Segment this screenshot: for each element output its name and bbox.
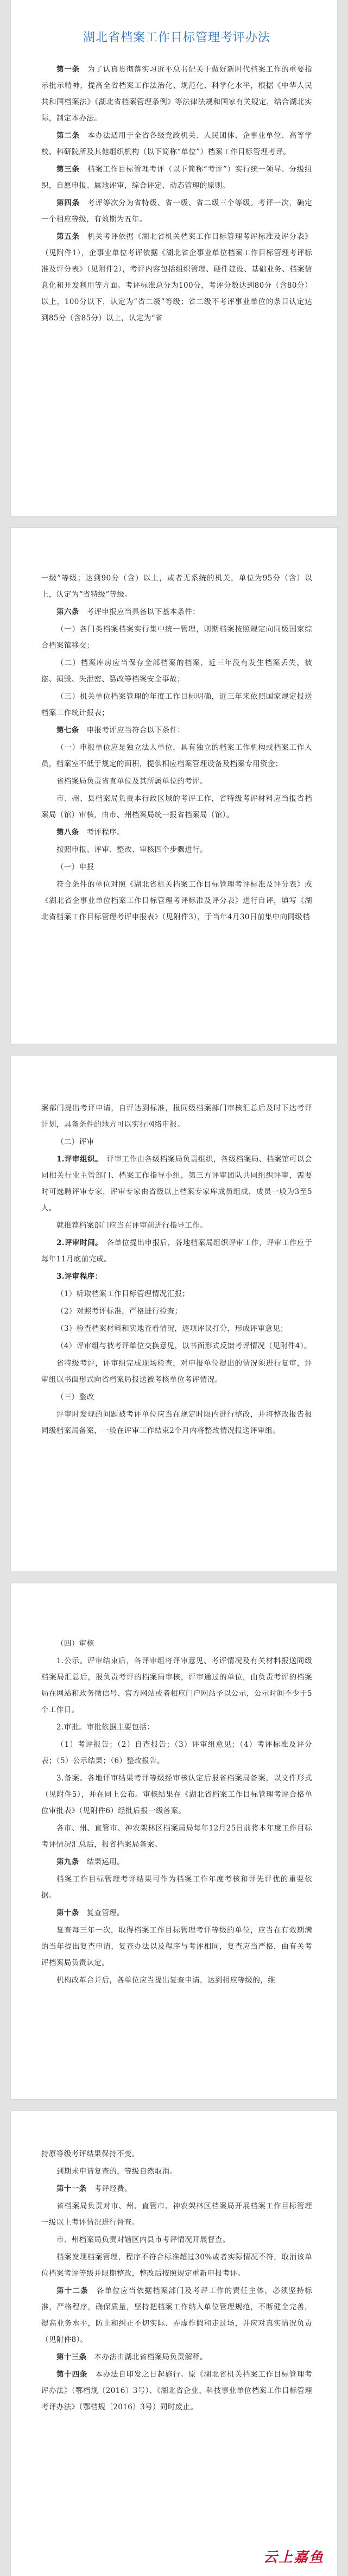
paragraph — [41, 1286, 312, 1302]
article-number: 第十三条 — [56, 2353, 87, 2362]
paragraph-text: 考评程序。 — [86, 828, 125, 837]
paragraph — [41, 1653, 312, 1718]
paragraph-text: 持原等级考评结果保持不变。 — [41, 2150, 140, 2158]
article-number: 第八条 — [56, 828, 79, 837]
paragraph-text: 1.公示。评审结束后，各评审组将评审意见、考评情况及有关材料报送同级档案局汇总后，报负责考评的档案局审核，评审通过的单位，由负责考评的档案局在网站和政务微信号、官方网站或者相应门户网站予以公示，公示时间不少于5个工作日。 — [41, 1657, 312, 1714]
paragraph-text: 考评等次分为省特级、省一级、省二级三个等级。考评一次，确定一个相应等级，有效期为五年。 — [41, 199, 313, 224]
paragraph — [41, 1922, 312, 1971]
paragraph — [41, 1871, 312, 1904]
paragraph-text: 2.审批。审批依据主要包括： — [56, 1723, 155, 1732]
article-number: 第四条 — [56, 199, 80, 207]
paragraph-text: （二）档案库房应当保存全部档案的档案，近三年没有发生档案丢失、被盗、损毁、失泄密、篡改等档案安全事故； — [41, 659, 312, 684]
document-page-2 — [11, 528, 337, 1044]
paragraph-text: 为了认真贯彻落实习近平总书记关于做好新时代档案工作的重要指示批示精神，提高全省档案工作法治化、规范化、科学化水平，根据《中华人民共和国档案法》《湖北省档案管理条例》等法律法规和国家有关规定，结合湖北实际，制定本办法。 — [41, 65, 313, 123]
paragraph-text: 各市、州、直管市、神农架林区档案局局每年12月25日前将本年度工作目标考评情况汇总后，报省档案局备案。 — [41, 1824, 312, 1849]
paragraph-text: 3.备案。各地评审结果考评等级经审核认定后报省档案局备案，以文件形式（见附件5），并在同上公布。审核结果在《湖北省档案工作目标管理考评合格单位审批表》（见附件6）经批后报一级备案。 — [41, 1774, 312, 1815]
article-number: 第十二条 — [56, 2287, 88, 2295]
paragraph-text: 案部门提出考评申请，自评达到标准，报同级档案部门审核汇总后及时下达考评计划，具备条件的地方可以实行网络申报。 — [41, 1104, 312, 1129]
paragraph-text: 省档案局负责省直单位及其所属单位的考评。 — [56, 777, 207, 786]
paragraph-text: 本办法适用于全省各级党政机关、人民团体、企事业单位、高等学校、科研院所及其他组织机构（以下简称“单位”）档案工作目标管理考评。 — [41, 131, 313, 156]
paragraph-text: （三）整改 — [56, 1393, 94, 1401]
paragraph-text: 申报考评应当符合以下条件： — [86, 726, 185, 735]
paragraph — [41, 842, 312, 858]
paragraph — [41, 1303, 312, 1319]
paragraph — [41, 1338, 312, 1354]
article-number: 第九条 — [56, 1858, 79, 1866]
page-body — [41, 570, 312, 925]
article-number: 第七条 — [56, 726, 79, 735]
article-number: 第十一条 — [56, 2184, 87, 2193]
paragraph — [41, 2366, 312, 2415]
paragraph — [41, 2232, 312, 2248]
paragraph-text: （一）各门类档案档案实行集中统一管理，则期档案按照规定向同级国家综合档案馆移交； — [41, 625, 312, 650]
paragraph-text: 复查每三年一次，取得档案工作目标管理考评等级的单位，应当在有效期满的当年提出复查申请，复查办法以及程序与考评相同，复查应当严格，由有关考评档案局负责认定。 — [41, 1926, 312, 1967]
paragraph-text: （四）审核 — [56, 1639, 94, 1648]
paragraph — [41, 2146, 312, 2162]
paragraph-text: 结果运用。 — [86, 1858, 125, 1866]
article-number: 第六条 — [56, 608, 79, 616]
paragraph — [41, 1905, 312, 1921]
paragraph — [41, 2249, 312, 2282]
paragraph-text: 按照申报、评审、整改、审核四个步骤进行。 — [56, 845, 207, 854]
paragraph-text: 考评经费。 — [94, 2184, 132, 2193]
paragraph-text: 各单位应当依据档案部门及考评工作的责任主体，必须坚持标准，严格程序，确保质量，坚持把档案工作纳入单位管理规范，不断健全完善，提高业务水平，防止和纠正不切实际、弄虚作假和走过场，并应对真实情况负责（见附件8）。 — [41, 2287, 312, 2344]
paragraph — [41, 1636, 312, 1652]
article-number: 第五条 — [56, 232, 80, 241]
paragraph — [41, 1854, 312, 1870]
paragraph — [41, 161, 312, 194]
paragraph-text: （3）检查档案材料和实地查看情况，逐项评议打分，形成评审意见； — [56, 1324, 288, 1333]
page-body — [41, 2146, 312, 2415]
paragraph-text: （一）申报单位应是独立法人单位，具有独立的档案工作机构或档案工作人员，档案室不低于规定的面积，提供相应档案管理设备及档案专用资金； — [41, 743, 312, 768]
paragraph — [41, 61, 312, 127]
paragraph-text: 评审工作由各级档案局负责组织，各级档案局、档案馆可以会同相关行业主管部门、档案工作指导小组，第三方评审团队共同组织评审，需要时可选聘评审专家，评审专家由省级以上档案专家库成员组成，成员一般为3至5人。 — [41, 1155, 312, 1213]
page-body — [41, 1100, 312, 1439]
page-body — [41, 61, 312, 326]
paragraph-text: 市、州档案局负责对辖区内县市考评情况开展督查。 — [56, 2236, 230, 2244]
paragraph — [41, 1820, 312, 1853]
document-page-5 — [11, 2111, 337, 2576]
paragraph — [41, 1389, 312, 1405]
paragraph-text: （2）对照考评标准，严格进行检查； — [56, 1307, 182, 1316]
paragraph — [41, 1268, 312, 1285]
paragraph — [41, 1719, 312, 1735]
paragraph-text: 评审时发现的问题被考评单位应当在规定时限内进行整改，并将整改报告报同级档案局备案，一般在评审工作结束2个月内将整改情况报送评审组。 — [41, 1410, 312, 1435]
paragraph-text: 复查管理。 — [86, 1909, 125, 1917]
paragraph — [41, 570, 312, 603]
paragraph — [41, 1321, 312, 1337]
paragraph — [41, 689, 312, 721]
article-number: 1.评审组织。 — [56, 1155, 99, 1164]
paragraph-text: 省特级考评，评审组完成现场检查，对申报单位提出的情况须进行复审，评审组以书面形式向省档案局报送被考核单位考评情况。 — [41, 1359, 312, 1384]
paragraph — [41, 229, 312, 326]
paragraph-text: 符合条件的单位对照《湖北省机关档案工作目标管理考评标准及评分表》或《湖北省企事业单位档案工作目标管理考评标准及评分表》进行自评，填写《湖北省档案工作目标管理考评申报表》（见附件3），于当年4月30日前集中向同级档 — [41, 880, 312, 921]
paragraph — [41, 1100, 312, 1133]
paragraph-text: 省档案局负责对市、州、直管市、神农架林区档案局开展档案工作目标管理一级以上考评情况进行督查。 — [41, 2202, 312, 2227]
paragraph — [41, 604, 312, 620]
paragraph — [41, 2181, 312, 2197]
paragraph — [41, 1217, 312, 1234]
paragraph-text: 市、州、县档案局负责本行政区域的考评工作，省特级考评材料应当报省档案局（馆）审核，由市、州档案局统一报省档案局（馆）。 — [41, 794, 312, 819]
paragraph — [41, 2283, 312, 2348]
paragraph — [41, 773, 312, 790]
paragraph-text: （1）听取档案工作目标管理情况汇报； — [56, 1290, 190, 1298]
paragraph-text: 一级”等级；达到90分（含）以上，或者无系统的机关，单位为95分（含）以上，认定为“省特级”等级。 — [41, 574, 312, 599]
paragraph — [41, 1235, 312, 1267]
paragraph-text: （三）机关单位档案管理的年度工作目标明确，近三年来依照国家规定报送档案工作统计报表； — [41, 692, 312, 717]
paragraph — [41, 2198, 312, 2231]
paragraph — [41, 824, 312, 841]
paragraph — [41, 1355, 312, 1388]
paragraph — [41, 859, 312, 875]
paragraph — [41, 195, 312, 228]
paragraph — [41, 1770, 312, 1819]
paragraph-text: 就推荐档案部门应当在评审前进行指导工作。 — [56, 1221, 207, 1230]
document-page-1 — [11, 0, 337, 516]
paragraph-text: 机关考评依据《湖北省机关档案工作目标管理考评标准及评分表》（见附件1），企事业单位考评依据《湖北省企事业单位档案工作目标管理考评标准及评分表》（见附件2），考评内容包括组织管理、硬件建设、基础业务、档案信息化和开发利用等方面。考评标准总分为100分，考评分数达到80分（含80分）以上，100分以下，认定为“省二级”等级；省二级不考评事业单位的条目认定达到85分（含85分）以上，认定为“省 — [41, 232, 313, 323]
paragraph — [41, 1151, 312, 1216]
paragraph-text: （1）考评报告；（2）自查报告；（3）评审组意见；（4）考评标准及评分表；（5）公示结果；（6）整改报告。 — [41, 1740, 312, 1765]
paragraph-text: （一）申报 — [56, 863, 94, 872]
paragraph — [41, 1972, 312, 1988]
document-title: 湖北省档案工作目标管理考评办法 — [83, 31, 270, 45]
article-number: 第十四条 — [56, 2370, 88, 2379]
article-number: 第二条 — [56, 131, 80, 140]
paragraph — [41, 740, 312, 772]
source-watermark: 云上嘉鱼 — [263, 2549, 324, 2566]
paragraph-text: 各单位提出申报后，各地档案局组织评审工作，评审工作应于每年11月底前完成。 — [41, 1239, 312, 1264]
article-number: 2.评审时间。 — [56, 1239, 99, 1247]
paragraph-text: 到期未申请复查的，等级自然取消。 — [56, 2167, 178, 2176]
paragraph-text: 档案工作目标管理考评结果可作为档案工作年度考核和评先评优的重要依据。 — [41, 1875, 312, 1900]
paragraph-text: 档案发现档案管理，程序不符合标准超过30%或者实际情况不符，取消该单位档案考评等级并限期整改，整改后按照规定重新申报考评。 — [41, 2253, 312, 2278]
paragraph-text: （二）评审 — [56, 1138, 94, 1146]
paragraph — [41, 1737, 312, 1769]
article-number: 第十条 — [56, 1909, 79, 1917]
paragraph-text: 本办法由湖北省档案局负责解释。 — [94, 2353, 208, 2362]
paragraph-text: 考评申报应当具备以下基本条件： — [86, 608, 200, 616]
paragraph — [41, 621, 312, 654]
paragraph — [41, 655, 312, 687]
paragraph — [41, 791, 312, 823]
paragraph — [41, 876, 312, 925]
document-page-4 — [11, 1583, 337, 2099]
paragraph-text: 本办法自印发之日起施行。原《湖北省机关档案工作目标管理考评办法》（鄂档规〔2016〕3号）、《湖北省企业、科技事业单位档案工作目标管理考评办法》（鄂档规〔2016〕3号）同时废止。 — [41, 2370, 312, 2411]
paragraph-text: （4）评审组与被考评单位交换意见，以书面形式反馈考评情况（见附件4）。 — [56, 1342, 312, 1350]
paragraph — [41, 722, 312, 738]
page-body — [41, 1636, 312, 1988]
article-number: 第三条 — [56, 165, 80, 174]
paragraph — [41, 1406, 312, 1439]
paragraph — [41, 2349, 312, 2365]
paragraph — [41, 128, 312, 160]
article-number: 第一条 — [56, 65, 80, 74]
paragraph — [41, 2163, 312, 2180]
paragraph-text: 档案工作目标管理考评（以下简称“考评”）实行统一领导、分级组织，自愿申报、属地评审，综合评定、动态管理的原则。 — [41, 165, 313, 190]
paragraph — [41, 1134, 312, 1150]
document-page-3 — [11, 1056, 337, 1571]
article-number: 3.评审程序： — [56, 1272, 99, 1281]
paragraph-text: 机构改革合并后，各单位应当提出复查申请，达到相应等级的，维 — [56, 1976, 276, 1985]
